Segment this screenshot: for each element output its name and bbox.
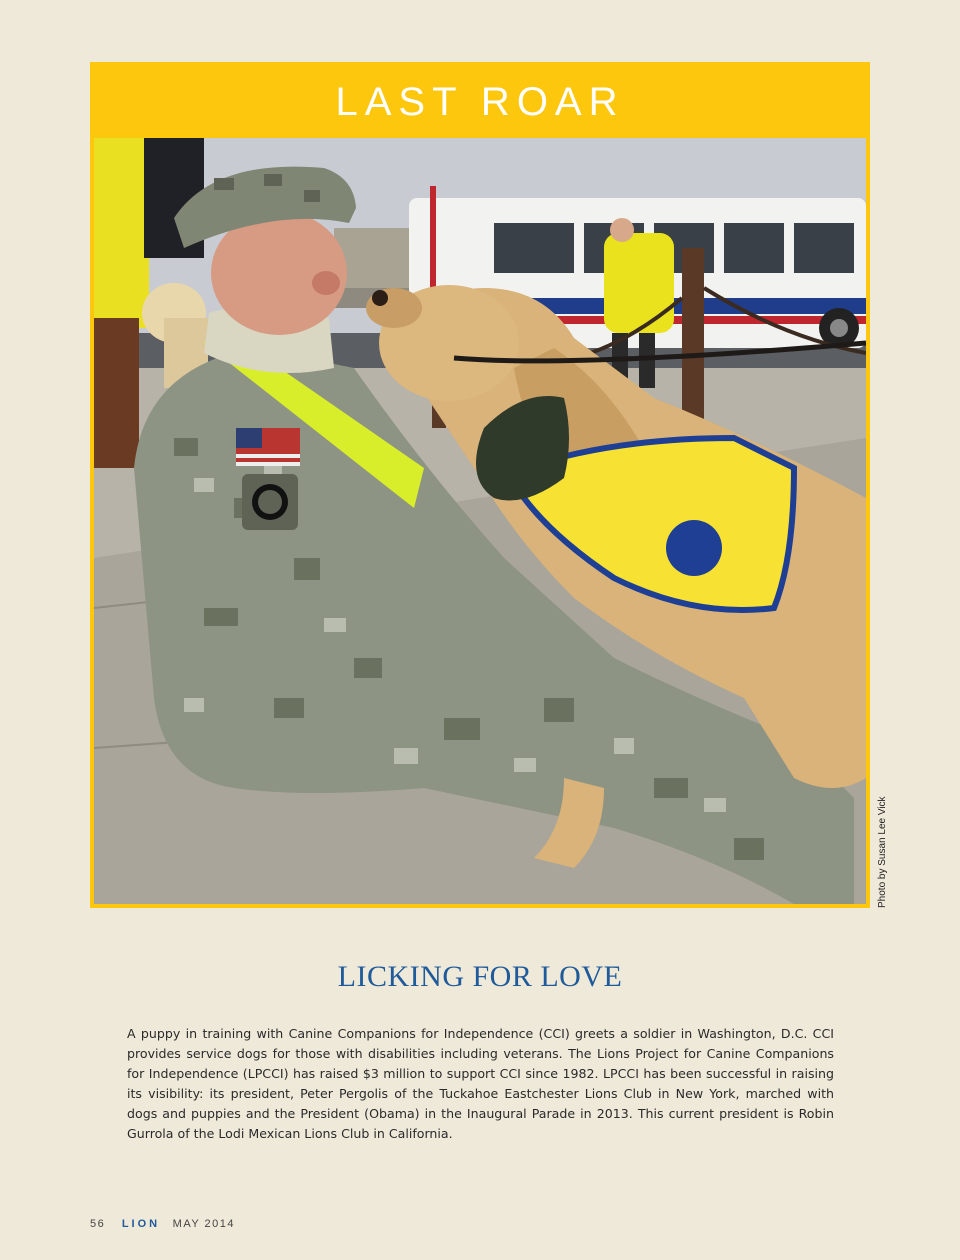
page-footer — [90, 1218, 235, 1230]
photo-credit-text: Photo by Susan Lee Vick — [877, 796, 888, 908]
issue-date: MAY 2014 — [172, 1218, 236, 1230]
section-title: LAST ROAR — [335, 80, 625, 124]
page-number: 56 — [90, 1218, 106, 1230]
feature-photo — [94, 138, 866, 904]
magazine-name: LION — [121, 1218, 161, 1230]
photo-frame — [90, 62, 870, 908]
article-headline: LICKING FOR LOVE — [337, 960, 623, 993]
article-body: A puppy in training with Canine Companions for Independence (CCI) greets a soldier in Washington, D.C. CCI provides service dogs for those with disabilities including veterans. The Lions Project for Canine Companions for Independence (LPCCI) has raised $3 million to support CCI since 1982. LPCCI has been successful in raising its visibility: its president, Peter Pergolis of the Tuckahoe Eastchester Lions Club in New York, marched with dogs and puppies and the President (Obama) in the Inaugural Parade in 2013. This current president is Robin Gurrola of the Lodi Mexican Lions Club in California. — [127, 1026, 834, 1141]
